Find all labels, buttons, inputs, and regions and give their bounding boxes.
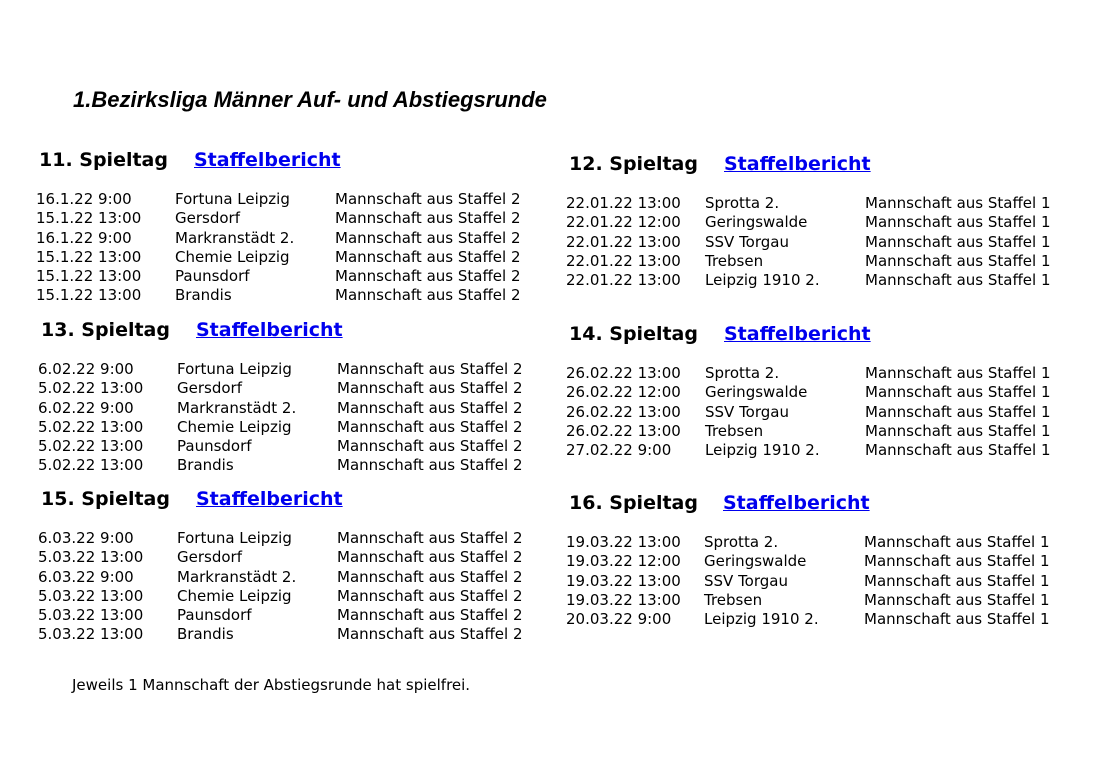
- match-datetime: 16.1.22 9:00: [36, 228, 132, 247]
- match-datetime: 5.03.22 13:00: [38, 606, 144, 625]
- home-team: Brandis: [177, 625, 234, 644]
- home-team: Gersdorf: [175, 209, 240, 228]
- away-team: Mannschaft aus Staffel 2: [335, 228, 521, 247]
- match-datetime: 26.02.22 13:00: [566, 364, 681, 382]
- home-team: Chemie Leipzig: [177, 586, 292, 605]
- home-team: Markranstädt 2.: [177, 398, 297, 417]
- away-team: Mannschaft aus Staffel 1: [865, 402, 1051, 421]
- staffelbericht-link[interactable]: Staffelbericht: [724, 153, 871, 175]
- match-datetime: 22.01.22 13:00: [566, 232, 681, 251]
- home-team: Sprotta 2.: [705, 194, 780, 212]
- home-team: Fortuna Leipzig: [177, 360, 292, 378]
- home-team: Paunsdorf: [177, 437, 252, 456]
- home-team: Paunsdorf: [177, 606, 252, 625]
- match-datetime: 15.1.22 13:00: [36, 267, 142, 286]
- home-team: Fortuna Leipzig: [175, 190, 290, 208]
- match-datetime: 5.02.22 13:00: [38, 379, 144, 398]
- home-team: Trebsen: [704, 590, 763, 609]
- away-team: Mannschaft aus Staffel 2: [335, 286, 521, 305]
- staffelbericht-link[interactable]: Staffelbericht: [196, 488, 343, 510]
- match-datetime: 6.03.22 9:00: [38, 529, 134, 547]
- away-team: Mannschaft aus Staffel 2: [335, 209, 521, 228]
- match-datetime: 22.01.22 13:00: [566, 194, 681, 212]
- away-team: Mannschaft aus Staffel 1: [864, 590, 1050, 609]
- home-team: SSV Torgau: [705, 402, 789, 421]
- match-datetime: 5.02.22 13:00: [38, 437, 144, 456]
- match-datetime: 22.01.22 13:00: [566, 251, 681, 270]
- away-team: Mannschaft aus Staffel 2: [337, 456, 523, 475]
- away-team: Mannschaft aus Staffel 2: [337, 586, 523, 605]
- away-team: Mannschaft aus Staffel 2: [337, 548, 523, 567]
- match-datetime: 15.1.22 13:00: [36, 286, 142, 305]
- match-datetime: 19.03.22 13:00: [566, 571, 681, 590]
- match-datetime: 5.03.22 13:00: [38, 625, 144, 644]
- match-datetime: 5.03.22 13:00: [38, 548, 144, 567]
- away-team: Mannschaft aus Staffel 1: [865, 194, 1051, 212]
- home-team: Leipzig 1910 2.: [704, 610, 819, 629]
- home-team: Sprotta 2.: [704, 533, 779, 551]
- home-team: Gersdorf: [177, 548, 242, 567]
- away-team: Mannschaft aus Staffel 2: [337, 417, 523, 436]
- match-datetime: 22.01.22 13:00: [566, 271, 681, 290]
- match-datetime: 27.02.22 9:00: [566, 441, 672, 460]
- match-datetime: 15.1.22 13:00: [36, 209, 142, 228]
- away-team: Mannschaft aus Staffel 1: [865, 441, 1051, 460]
- away-team: Mannschaft aus Staffel 2: [337, 437, 523, 456]
- match-datetime: 6.02.22 9:00: [38, 398, 134, 417]
- home-team: SSV Torgau: [705, 232, 789, 251]
- away-team: Mannschaft aus Staffel 1: [864, 533, 1050, 551]
- home-team: Gersdorf: [177, 379, 242, 398]
- away-team: Mannschaft aus Staffel 1: [865, 213, 1051, 232]
- away-team: Mannschaft aus Staffel 1: [864, 610, 1050, 629]
- match-datetime: 15.1.22 13:00: [36, 247, 142, 266]
- home-team: Brandis: [177, 456, 234, 475]
- away-team: Mannschaft aus Staffel 2: [337, 567, 523, 586]
- match-datetime: 19.03.22 13:00: [566, 590, 681, 609]
- away-team: Mannschaft aus Staffel 1: [864, 571, 1050, 590]
- away-team: Mannschaft aus Staffel 1: [865, 232, 1051, 251]
- match-datetime: 16.1.22 9:00: [36, 190, 132, 208]
- page-title: 1.Bezirksliga Männer Auf- und Abstiegsrunde: [73, 87, 547, 112]
- away-team: Mannschaft aus Staffel 2: [337, 625, 523, 644]
- home-team: Chemie Leipzig: [177, 417, 292, 436]
- matchday-heading: 11. Spieltag: [39, 149, 168, 171]
- away-team: Mannschaft aus Staffel 2: [337, 379, 523, 398]
- home-team: SSV Torgau: [704, 571, 788, 590]
- staffelbericht-link[interactable]: Staffelbericht: [194, 149, 341, 171]
- away-team: Mannschaft aus Staffel 1: [864, 552, 1050, 571]
- matchday-heading: 15. Spieltag: [41, 488, 170, 510]
- home-team: Fortuna Leipzig: [177, 529, 292, 547]
- away-team: Mannschaft aus Staffel 2: [335, 247, 521, 266]
- match-datetime: 6.02.22 9:00: [38, 360, 134, 378]
- match-datetime: 20.03.22 9:00: [566, 610, 672, 629]
- home-team: Leipzig 1910 2.: [705, 271, 820, 290]
- away-team: Mannschaft aus Staffel 2: [337, 360, 523, 378]
- match-datetime: 26.02.22 13:00: [566, 421, 681, 440]
- away-team: Mannschaft aus Staffel 2: [337, 398, 523, 417]
- staffelbericht-link[interactable]: Staffelbericht: [723, 492, 870, 514]
- away-team: Mannschaft aus Staffel 1: [865, 271, 1051, 290]
- away-team: Mannschaft aus Staffel 2: [337, 606, 523, 625]
- home-team: Sprotta 2.: [705, 364, 780, 382]
- match-datetime: 26.02.22 13:00: [566, 402, 681, 421]
- matchday-heading: 12. Spieltag: [569, 153, 698, 175]
- home-team: Geringswalde: [705, 383, 808, 402]
- match-datetime: 19.03.22 13:00: [566, 533, 681, 551]
- home-team: Trebsen: [705, 251, 764, 270]
- home-team: Geringswalde: [705, 213, 808, 232]
- matchday-heading: 16. Spieltag: [569, 492, 698, 514]
- away-team: Mannschaft aus Staffel 2: [335, 267, 521, 286]
- home-team: Markranstädt 2.: [177, 567, 297, 586]
- match-datetime: 5.02.22 13:00: [38, 417, 144, 436]
- home-team: Leipzig 1910 2.: [705, 441, 820, 460]
- home-team: Geringswalde: [704, 552, 807, 571]
- match-datetime: 6.03.22 9:00: [38, 567, 134, 586]
- away-team: Mannschaft aus Staffel 2: [335, 190, 521, 208]
- matchday-heading: 13. Spieltag: [41, 319, 170, 341]
- home-team: Markranstädt 2.: [175, 228, 295, 247]
- matchday-heading: 14. Spieltag: [569, 323, 698, 345]
- home-team: Chemie Leipzig: [175, 247, 290, 266]
- home-team: Brandis: [175, 286, 232, 305]
- footer-note: Jeweils 1 Mannschaft der Abstiegsrunde hat spielfrei.: [72, 676, 471, 694]
- staffelbericht-link[interactable]: Staffelbericht: [724, 323, 871, 345]
- away-team: Mannschaft aus Staffel 1: [865, 364, 1051, 382]
- match-datetime: 5.03.22 13:00: [38, 586, 144, 605]
- staffelbericht-link[interactable]: Staffelbericht: [196, 319, 343, 341]
- away-team: Mannschaft aus Staffel 1: [865, 383, 1051, 402]
- home-team: Paunsdorf: [175, 267, 250, 286]
- match-datetime: 19.03.22 12:00: [566, 552, 681, 571]
- away-team: Mannschaft aus Staffel 1: [865, 251, 1051, 270]
- away-team: Mannschaft aus Staffel 2: [337, 529, 523, 547]
- match-datetime: 26.02.22 12:00: [566, 383, 681, 402]
- match-datetime: 22.01.22 12:00: [566, 213, 681, 232]
- away-team: Mannschaft aus Staffel 1: [865, 421, 1051, 440]
- match-datetime: 5.02.22 13:00: [38, 456, 144, 475]
- home-team: Trebsen: [705, 421, 764, 440]
